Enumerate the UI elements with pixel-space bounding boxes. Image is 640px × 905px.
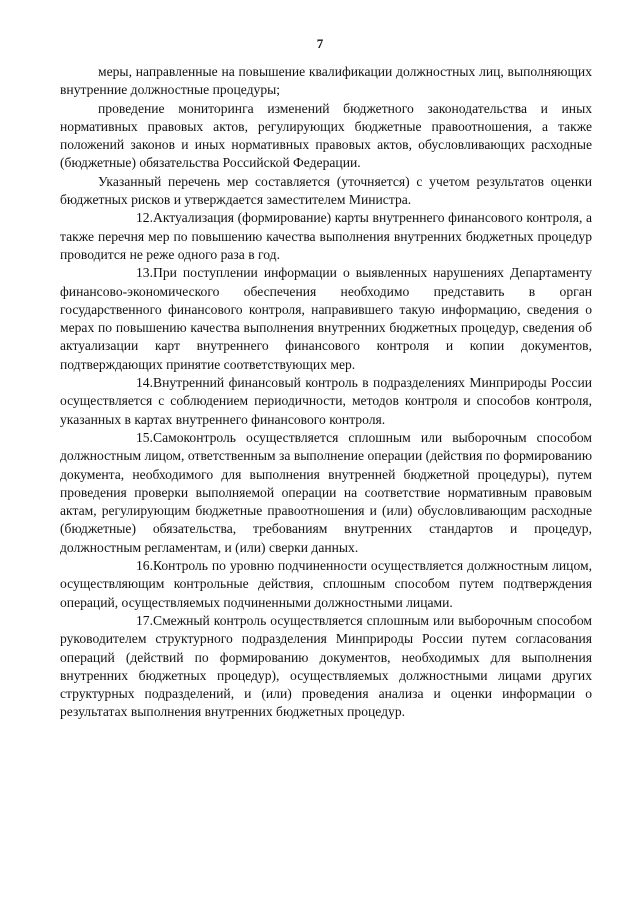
- paragraph-text: Контроль по уровню подчиненности осуществляется должностным лицом, осуществляющим контрольные действия, сплошным способом путем подтверждения операций, осуществляемых подчиненными должностными лицами.: [60, 558, 592, 610]
- paragraph-number: 16.: [136, 558, 153, 574]
- page-number: 7: [316, 36, 324, 51]
- paragraph-14: [60, 374, 592, 429]
- paragraph-text: меры, направленные на повышение квалификации должностных лиц, выполняющих внутренние должностные процедуры;: [60, 64, 592, 98]
- document-body: [60, 63, 592, 722]
- paragraph-number: 14.: [136, 375, 153, 391]
- paragraph-15: [60, 429, 592, 557]
- paragraph-text: При поступлении информации о выявленных нарушениях Департаменту финансово-экономического обеспечения необходимо представить в орган государственного финансового контроля, направившего такую информацию, сведения о мерах по повышению качества выполнения внутренних бюджетных процедур, сведения об актуализации карт внутреннего финансового контроля и копии документов, подтверждающих принятие соответствующих мер.: [60, 265, 592, 372]
- paragraph: [60, 173, 592, 210]
- paragraph-text: Внутренний финансовый контроль в подразделениях Минприроды России осуществляется с соблюдением периодичности, методов контроля и способов контроля, указанных в картах внутреннего финансового контроля.: [60, 375, 592, 427]
- paragraph-text: проведение мониторинга изменений бюджетного законодательства и иных нормативных правовых актов, регулирующих бюджетные правоотношения, а также положений законов и иных нормативных правовых актов, обусловливающих расходные (бюджетные) обязательства Российской Федерации.: [60, 100, 592, 171]
- paragraph-text: Актуализация (формирование) карты внутреннего финансового контроля, а также перечня мер по повышению качества выполнения внутренних бюджетных процедур проводится не реже одного раза в год.: [60, 210, 592, 262]
- paragraph-16: [60, 557, 592, 612]
- paragraph-12: [60, 209, 592, 264]
- paragraph: [60, 100, 592, 173]
- paragraph-text: Указанный перечень мер составляется (уточняется) с учетом результатов оценки бюджетных рисков и утверждается заместителем Министра.: [60, 173, 592, 208]
- paragraph-17: [60, 612, 592, 722]
- paragraph-text: Смежный контроль осуществляется сплошным или выборочным способом руководителем структурного подразделения Минприроды России путем согласования операций (действий по формированию документов, необходимых для выполнения внутренних бюджетных процедур), осуществляемых должностными лицами других структурных подразделений, и (или) проведения анализа и оценки информации о результатах выполнения внутренних бюджетных процедур.: [60, 612, 592, 720]
- paragraph-number: 17.: [136, 612, 153, 628]
- paragraph-number: 15.: [136, 429, 153, 445]
- paragraph-number: 12.: [136, 210, 153, 226]
- paragraph-13: [60, 264, 592, 374]
- paragraph: [60, 63, 592, 100]
- paragraph-number: 13.: [136, 265, 153, 281]
- paragraph-text: Самоконтроль осуществляется сплошным или выборочным способом должностным лицом, ответственным за выполнение операции (действия по формированию документа, необходимого для выполнения внутренней бюджетной процедуры), путем проведения проверки выполняемой операции на соответствие нормативным правовым актам, регулирующим бюджетные правоотношения и (или) обусловливающим расходные (бюджетные) обязательства, требованиям внутренних стандартов и процедур, должностным регламентам, и (или) сверки данных.: [60, 429, 592, 555]
